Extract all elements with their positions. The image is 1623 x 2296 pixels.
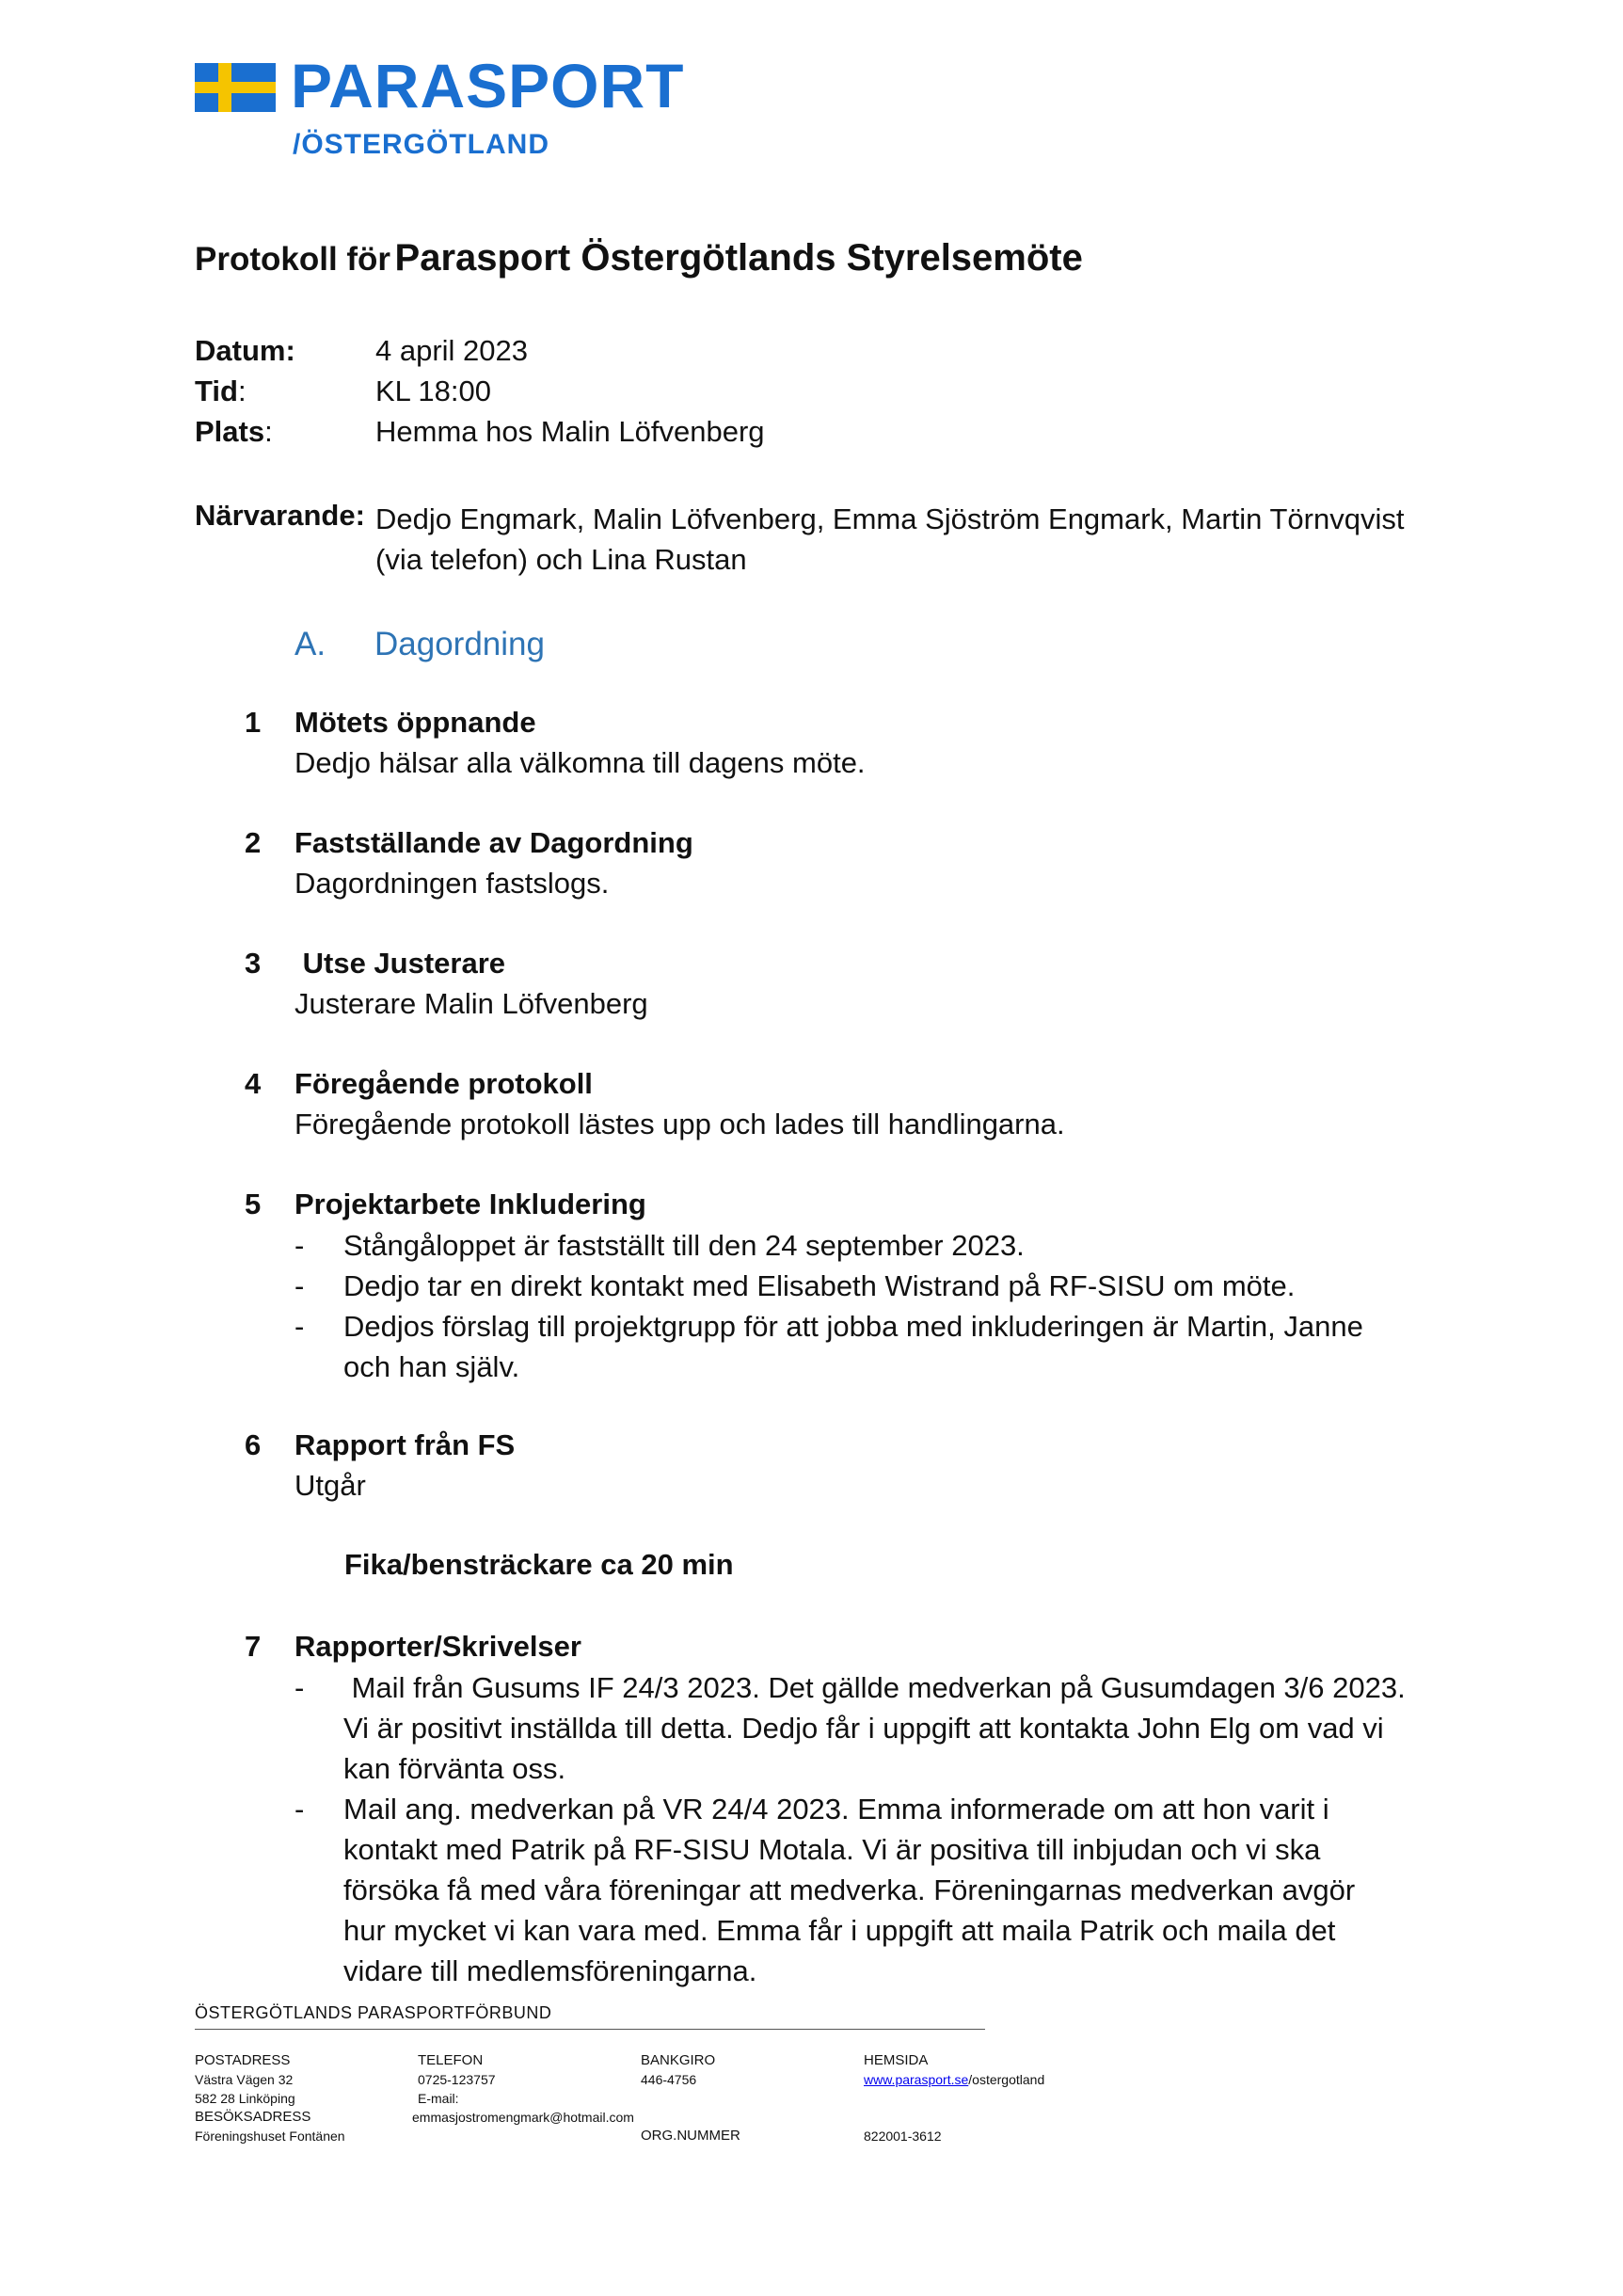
- meta-place: [195, 415, 765, 449]
- item-heading: Projektarbete Inkludering: [294, 1188, 646, 1220]
- bankgiro-label: BANKGIRO: [641, 2052, 716, 2068]
- hemsida-link[interactable]: www.parasport.se: [864, 2072, 969, 2087]
- footer-col-address: [195, 2051, 345, 2145]
- footer-divider: [195, 2029, 985, 2030]
- attendees-label: Närvarande:: [195, 499, 365, 532]
- place-value: Hemma hos Malin Löfvenberg: [375, 415, 765, 448]
- bullet-line: Mail ang. medverkan på VR 24/4 2023. Emma informerade om att hon varit i: [343, 1793, 1329, 1826]
- item-heading: Rapport från FS: [294, 1428, 516, 1461]
- bullet-line: Vi är positivt inställda till detta. Dedjo får i uppgift att kontakta John Elg om vad vi: [343, 1712, 1384, 1745]
- bullet-line: Dedjos förslag till projektgrupp för att jobba med inkluderingen är Martin, Janne: [343, 1310, 1363, 1343]
- time-value: KL 18:00: [375, 375, 491, 407]
- footer-col-phone: [412, 2051, 634, 2127]
- hemsida-label: HEMSIDA: [864, 2052, 929, 2068]
- bullet-dash: -: [294, 1229, 305, 1262]
- email-label: E-mail:: [418, 2091, 459, 2106]
- place-label: Plats: [195, 415, 265, 448]
- footer-col-web: [864, 2051, 1044, 2145]
- bullet-line: och han själv.: [343, 1350, 520, 1383]
- section-title: Dagordning: [374, 626, 545, 662]
- bullet-dash: -: [294, 1310, 305, 1343]
- item-number: 1: [245, 706, 262, 739]
- date-value: 4 april 2023: [375, 334, 529, 367]
- orgnummer: 822001-3612: [864, 2129, 942, 2144]
- item-number: 3: [245, 947, 262, 980]
- email[interactable]: emmasjostromengmark@hotmail.com: [412, 2110, 634, 2125]
- telefon-label: TELEFON: [418, 2052, 484, 2068]
- item-body: Justerare Malin Löfvenberg: [294, 987, 648, 1020]
- orgnummer-label: ORG.NUMMER: [641, 2128, 740, 2144]
- item-number: 7: [245, 1630, 262, 1663]
- logo-main-text: PARASPORT: [291, 51, 685, 120]
- telefon: 0725-123757: [418, 2072, 496, 2087]
- postadress-label: POSTADRESS: [195, 2052, 291, 2068]
- item-body: Dedjo hälsar alla välkomna till dagens möte.: [294, 746, 866, 779]
- city: 582 28 Linköping: [195, 2091, 295, 2106]
- attendees-line-1: Dedjo Engmark, Malin Löfvenberg, Emma Sjöström Engmark, Martin Törnvqvist: [375, 502, 1405, 535]
- page-title: [195, 237, 1083, 279]
- attendees-line-2: (via telefon) och Lina Rustan: [375, 543, 747, 576]
- item-heading: Mötets öppnande: [294, 706, 536, 739]
- logo-sub-text: /ÖSTERGÖTLAND: [293, 129, 549, 160]
- swedish-flag-icon: [195, 63, 276, 112]
- title-prefix: Protokoll för: [195, 241, 391, 278]
- item-body: Dagordningen fastslogs.: [294, 867, 610, 900]
- bullet-line: hur mycket vi kan vara med. Emma får i uppgift att maila Patrik och maila det: [343, 1914, 1336, 1947]
- item-body: Föregående protokoll lästes upp och lades till handlingarna.: [294, 1108, 1065, 1140]
- section-heading: [294, 626, 545, 663]
- bullet-line: kan förvänta oss.: [343, 1752, 566, 1785]
- title-main: Parasport Östergötlands Styrelsemöte: [394, 237, 1083, 279]
- parasport-logo: [195, 51, 685, 165]
- time-colon: :: [237, 375, 247, 407]
- item-number: 6: [245, 1428, 262, 1461]
- meta-time: [195, 375, 491, 408]
- item-body: Utgår: [294, 1469, 366, 1502]
- item-number: 2: [245, 826, 262, 859]
- bullet-dash: -: [294, 1269, 305, 1302]
- footer-col-bank: [641, 2051, 740, 2145]
- street: Västra Vägen 32: [195, 2072, 294, 2087]
- bullet-line: vidare till medlemsföreningarna.: [343, 1954, 757, 1987]
- besoksadress: Föreningshuset Fontänen: [195, 2129, 345, 2144]
- bullet-line: kontakt med Patrik på RF-SISU Motala. Vi är positiva till inbjudan och vi ska: [343, 1833, 1321, 1866]
- item-heading: Föregående protokoll: [294, 1067, 593, 1100]
- meta-date: [195, 334, 528, 368]
- besoksadress-label: BESÖKSADRESS: [195, 2109, 311, 2125]
- bullet-line: Mail från Gusums IF 24/3 2023. Det gällde medverkan på Gusumdagen 3/6 2023.: [343, 1671, 1406, 1704]
- bullet-dash: -: [294, 1671, 305, 1704]
- bullet-dash: -: [294, 1793, 305, 1826]
- break-note: Fika/bensträckare ca 20 min: [344, 1548, 734, 1581]
- item-heading: Utse Justerare: [294, 947, 506, 980]
- section-letter: A.: [294, 626, 326, 662]
- time-label: Tid: [195, 375, 238, 407]
- item-number: 4: [245, 1067, 262, 1100]
- item-heading: Fastställande av Dagordning: [294, 826, 693, 859]
- item-number: 5: [245, 1188, 262, 1220]
- date-label: Datum:: [195, 334, 295, 367]
- item-heading: Rapporter/Skrivelser: [294, 1630, 581, 1663]
- place-colon: :: [264, 415, 273, 448]
- bullet-line: Stångåloppet är fastställt till den 24 september 2023.: [343, 1229, 1025, 1262]
- footer-org-name: ÖSTERGÖTLANDS PARASPORTFÖRBUND: [195, 2003, 552, 2022]
- bullet-line: försöka få med våra föreningar att medverka. Föreningarnas medverkan avgör: [343, 1873, 1356, 1906]
- hemsida-path: /ostergotland: [968, 2072, 1045, 2087]
- bankgiro: 446-4756: [641, 2072, 697, 2087]
- bullet-line: Dedjo tar en direkt kontakt med Elisabeth Wistrand på RF-SISU om möte.: [343, 1269, 1296, 1302]
